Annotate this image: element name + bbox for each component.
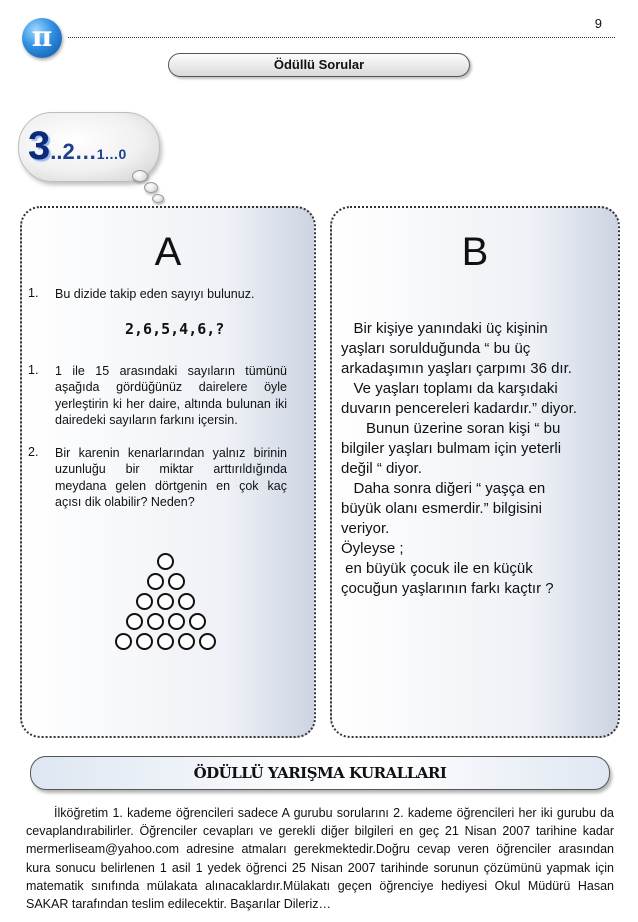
question-text: Bu dizide takip eden sayıyı bulunuz. xyxy=(55,287,255,301)
panel-b-line: değil “ diyor. xyxy=(341,460,422,477)
question-number: 2. xyxy=(28,445,39,459)
panel-b-line: Bir kişiye yanındaki üç kişinin xyxy=(341,320,548,337)
triangle-circle xyxy=(178,593,195,610)
header-dotted-line xyxy=(68,37,615,38)
triangle-circle xyxy=(199,633,216,650)
panel-b-line: büyük olanı esmerdir.” bilgisini xyxy=(341,500,542,517)
question-number: 1. xyxy=(28,286,39,300)
triangle-circle xyxy=(136,633,153,650)
panel-b-question xyxy=(341,319,613,599)
panel-b-line: Daha sonra diğeri “ yaşça en xyxy=(341,480,546,497)
panel-b-line: Ve yaşları toplamı da karşıdaki xyxy=(341,380,558,397)
question-text: Bir karenin kenarlarından yalnız birinin uzunluğu bir miktar arttırıldığında meydana gelen dörtgenin en çok kaç açısı dik olabilir? Neden? xyxy=(55,446,287,509)
panel-b-line: veriyor. xyxy=(341,520,390,537)
panel-b-line: en büyük çocuk ile en küçük xyxy=(341,560,533,577)
panel-b-line: Bunun üzerine soran kişi “ bu xyxy=(341,420,561,437)
rules-text: İlköğretim 1. kademe öğrencileri sadece A gurubu sorularını 2. kademe öğrencileri her iki gurubu da cevaplandırabilirler. Öğrenciler cevapları ve gerekli diğer bilgileri en geç 21 Nisan 2007 tarihine kadar mermerliseam@yahoo.com adresine atmaları gerekmektedir.Doğru cevap veren öğrenciler arasından kura sonucu belirlenen 1 asil 1 yedek öğrenci 25 Nisan 2007 tarihinde sorunun çözümünü yapmak için matematik sınıfında mülakata alınacaklardır.Mülakatı geçen öğrenciye hediyesi Okul Müdürü Hasan SAKAR tarafından teslim edilecektir. Başarılar Dileriz… xyxy=(26,806,614,912)
number-sequence: 2,6,5,4,6,? xyxy=(125,320,225,338)
panel-b-line: Öyleyse ; xyxy=(341,540,404,557)
section-title: Ödüllü Sorular xyxy=(168,53,470,77)
triangle-circle xyxy=(157,633,174,650)
cloud-puff xyxy=(144,182,158,193)
panel-b-line: bilgiler yaşları bulmam için yeterli xyxy=(341,440,562,457)
panel-b-letter: B xyxy=(461,230,489,274)
panel-b-line: yaşları sorulduğunda “ bu üç xyxy=(341,340,531,357)
question-text: 1 ile 15 arasındaki sayıların tümünü aşağıda gördüğünüz dairelere öyle yerleştirin ki her daire, altında bulunan iki dairedeki sayıların farkını içersin. xyxy=(55,364,287,427)
question-number: 1. xyxy=(28,363,39,377)
triangle-circle xyxy=(136,593,153,610)
triangle-circle xyxy=(189,613,206,630)
page-number: 9 xyxy=(594,16,602,31)
panel-a-letter: A xyxy=(154,230,182,274)
triangle-circle xyxy=(157,553,174,570)
triangle-circle xyxy=(115,633,132,650)
panel-b-line: arkadaşımın yaşları çarpımı 36 dır. xyxy=(341,360,572,377)
cloud-puff xyxy=(132,170,148,182)
circle-triangle xyxy=(0,0,1,1)
triangle-circle xyxy=(157,593,174,610)
triangle-circle xyxy=(168,613,185,630)
cloud-puff xyxy=(152,194,164,203)
triangle-circle xyxy=(168,573,185,590)
pi-logo-icon: π xyxy=(22,18,62,58)
triangle-circle xyxy=(147,613,164,630)
rules-title: ÖDÜLLÜ YARIŞMA KURALLARI xyxy=(30,756,610,790)
panel-b-line: çocuğun yaşlarının farkı kaçtır ? xyxy=(341,580,554,597)
triangle-circle xyxy=(126,613,143,630)
countdown-title: 3..2…1…0 xyxy=(28,124,127,168)
triangle-circle xyxy=(147,573,164,590)
triangle-circle xyxy=(178,633,195,650)
panel-b-line: duvarın pencereleri kadardır.” diyor. xyxy=(341,400,577,417)
